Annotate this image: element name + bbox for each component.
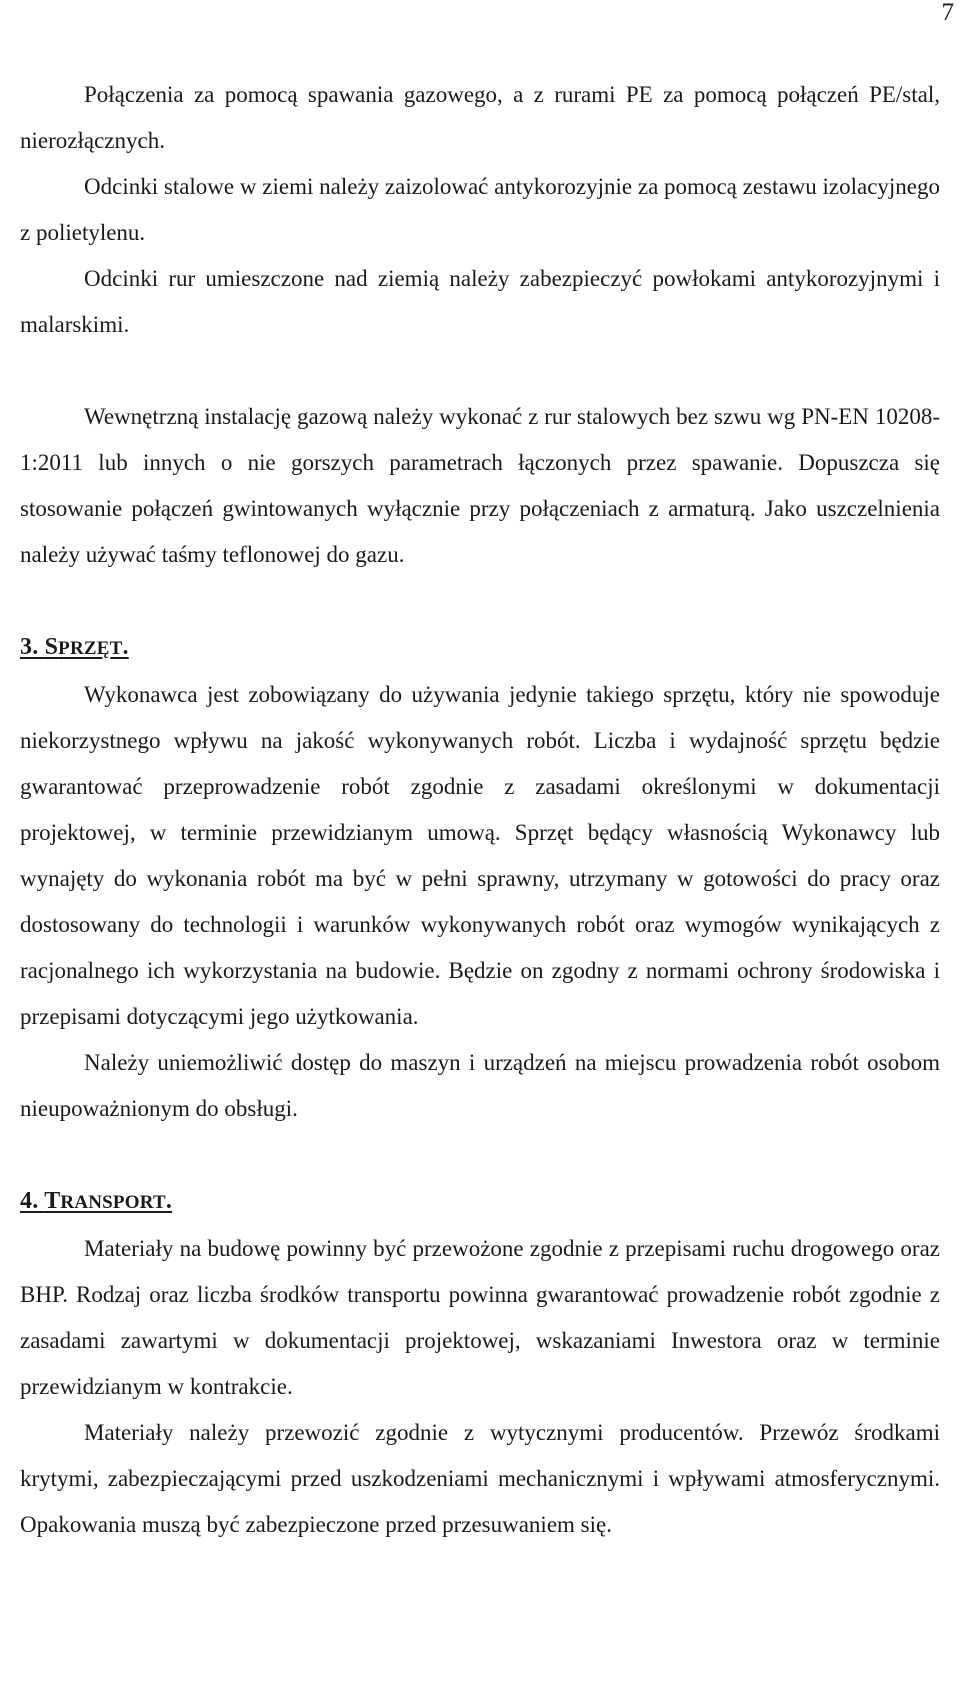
paragraph-equipment-access: Należy uniemożliwić dostęp do maszyn i urządzeń na miejscu prowadzenia robót osobom nieupoważnionym do obsługi. <box>20 1050 940 1121</box>
paragraph-transport-rules: Materiały na budowę powinny być przewożone zgodnie z przepisami ruchu drogowego oraz BHP. Rodzaj oraz liczba środków transportu powinna gwarantować prowadzenie robót zgodnie z zasadami zawartymi w dokumentacji projektowej, wskazaniami Inwestora oraz w terminie przewidzianym w kontrakcie. <box>20 1236 940 1399</box>
section-title-rest: PRZĘT <box>58 638 123 659</box>
section-title-initial: S <box>44 634 59 660</box>
section-heading-equipment <box>20 624 940 672</box>
paragraph-transport-protection: Materiały należy przewozić zgodnie z wytycznymi producentów. Przewóz środkami krytymi, zabezpieczającymi przed uszkodzeniami mechanicznymi i wpływami atmosferycznymi. Opakowania muszą być zabezpieczone przed przesuwaniem się. <box>20 1420 940 1537</box>
section-title-end: . <box>165 1188 173 1214</box>
paragraph-insulation: Odcinki stalowe w ziemi należy zaizolować antykorozyjnie za pomocą zestawu izolacyjnego z polietylenu. <box>20 174 940 245</box>
paragraph-internal-installation: Wewnętrzną instalację gazową należy wykonać z rur stalowych bez szwu wg PN-EN 10208-1:2011 lub innych o nie gorszych parametrach łączonych przez spawanie. Dopuszcza się stosowanie połączeń gwintowanych wyłącznie przy połączeniach z armaturą. Jako uszczelnienia należy używać taśmy teflonowej do gazu. <box>20 404 940 567</box>
section-number: 3. <box>20 634 39 660</box>
paragraph-equipment-requirements: Wykonawca jest zobowiązany do używania jedynie takiego sprzętu, który nie spowoduje niekorzystnego wpływu na jakość wykonywanych robót. Liczba i wydajność sprzętu będzie gwarantować przeprowadzenie robót zgodnie z zasadami określonymi w dokumentacji projektowej, w terminie przewidzianym umową. Sprzęt będący własnością Wykonawcy lub wynajęty do wykonania robót ma być w pełni sprawny, utrzymany w gotowości do pracy oraz dostosowany do technologii i warunków wykonywanych robót oraz wymogów wynikających z racjonalnego ich wykorzystania na budowie. Będzie on zgodny z normami ochrony środowiska i przepisami dotyczącymi jego użytkowania. <box>20 682 940 1029</box>
spacer <box>20 578 940 624</box>
section-title-end: . <box>122 634 129 660</box>
section-title-initial: T <box>44 1188 61 1214</box>
paragraph-welding: Połączenia za pomocą spawania gazowego, a z rurami PE za pomocą połączeń PE/stal, nierozłącznych. <box>20 82 940 153</box>
section-number: 4. <box>20 1188 39 1214</box>
section-title-rest: RANSPORT <box>60 1192 166 1213</box>
document-body <box>20 72 940 1548</box>
paragraph-coatings: Odcinki rur umieszczone nad ziemią należy zabezpieczyć powłokami antykorozyjnymi i malarskimi. <box>20 266 940 337</box>
spacer <box>20 1132 940 1178</box>
section-heading-transport <box>20 1178 940 1226</box>
spacer <box>20 348 940 394</box>
page-number: 7 <box>941 0 954 26</box>
